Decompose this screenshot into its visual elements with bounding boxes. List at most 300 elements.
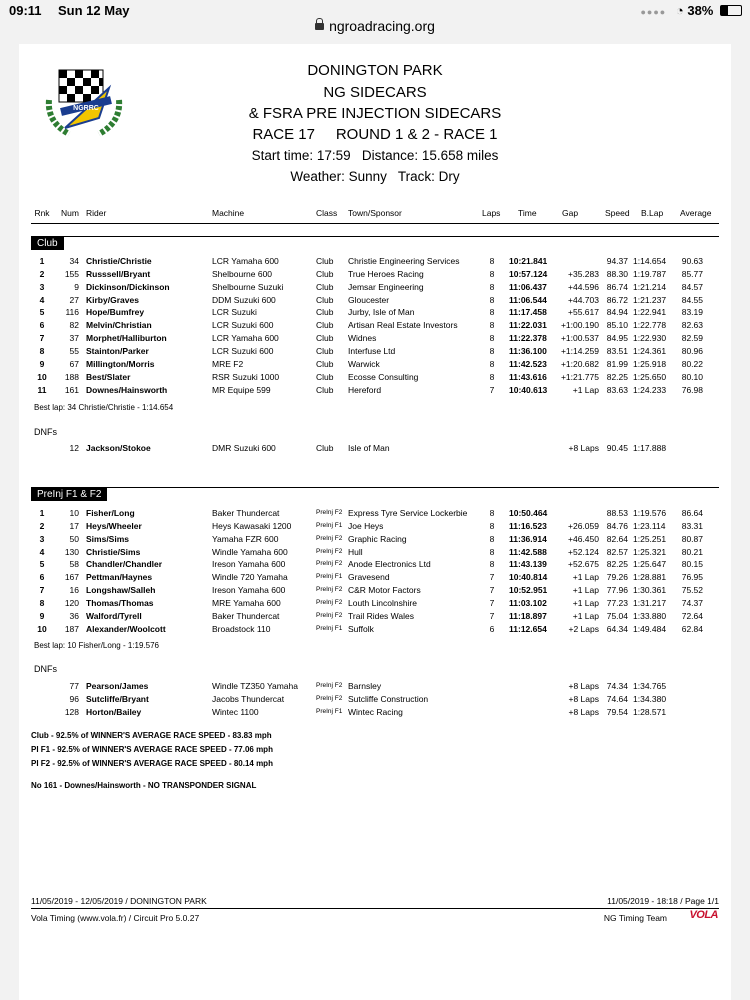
cell-gap: +1 Lap: [572, 572, 599, 583]
col-rider: Rider: [86, 208, 107, 218]
cell-laps: 8: [489, 320, 495, 331]
cell-laps: 7: [489, 572, 495, 583]
cell-laps: 7: [489, 384, 495, 395]
club-speed-note: Club - 92.5% of WINNER'S AVERAGE RACE SPEED - 83.83 mph: [31, 731, 272, 740]
cell-speed: 86.74: [606, 281, 628, 292]
cell-town: Hull: [348, 546, 363, 557]
cell-rider: Sutcliffe/Bryant: [86, 693, 149, 704]
cell-time: 10:40.814: [509, 572, 548, 583]
cell-town: Barnsley: [348, 681, 382, 691]
cell-time: 11:22.378: [509, 333, 547, 344]
logo-text: NGRRC: [73, 105, 99, 112]
cell-laps: 8: [489, 546, 495, 557]
cell-rnk: 6: [39, 572, 45, 583]
cell-num: 77: [69, 681, 79, 691]
cell-time: 11:43.139: [509, 559, 547, 570]
signal-dots-icon: ●●●●: [640, 7, 667, 17]
table-row: [19, 282, 731, 295]
cell-speed: 85.10: [606, 320, 628, 331]
club-divider: [31, 236, 719, 237]
cell-avg: 75.52: [681, 585, 703, 596]
cell-town: Wintec Racing: [348, 706, 403, 717]
cell-cls: PreInj F2: [316, 547, 343, 555]
cell-town: Suffolk: [348, 623, 374, 634]
cell-machine: LCR Yamaha 600: [212, 256, 279, 266]
cell-cls: Club: [316, 268, 334, 279]
cell-blap: 1:22.778: [633, 320, 667, 331]
cell-blap: 1:25.647: [633, 559, 667, 570]
cell-gap: +8 Laps: [568, 706, 599, 717]
cell-num: 55: [69, 345, 79, 356]
cell-gap: +44.703: [568, 294, 599, 305]
cell-num: 27: [69, 294, 79, 305]
cell-cls: PreInj F1: [316, 624, 343, 632]
cell-blap: 1:22.930: [633, 333, 667, 344]
column-headers: [19, 208, 731, 221]
cell-rnk: 4: [39, 546, 45, 557]
col-town: Town/Sponsor: [348, 208, 402, 218]
club-dnf-title: DNFs: [34, 427, 57, 437]
table-row: [19, 333, 731, 346]
cell-avg: 82.63: [681, 320, 703, 331]
cell-laps: 8: [489, 281, 495, 292]
url-text: ngroadracing.org: [329, 18, 435, 34]
cell-blap: 1:24.361: [633, 345, 667, 356]
col-num: Num: [61, 208, 79, 218]
cell-cls: Club: [316, 281, 334, 292]
cell-laps: 7: [489, 597, 495, 608]
cell-blap: 1:49.484: [633, 623, 667, 634]
cell-town: True Heroes Racing: [348, 268, 424, 279]
table-row: [19, 547, 731, 560]
cell-rnk: 10: [37, 623, 47, 634]
status-time: 09:11: [9, 3, 42, 18]
cell-rnk: 7: [39, 585, 45, 596]
table-row: [19, 359, 731, 372]
cell-blap: 1:17.888: [633, 443, 667, 453]
table-row: [19, 534, 731, 547]
cell-num: 12: [69, 443, 79, 453]
cell-machine: Shelbourne 600: [212, 268, 273, 279]
table-row: [19, 508, 731, 521]
cell-time: 10:50.464: [509, 508, 548, 518]
cell-num: 116: [65, 307, 79, 318]
cell-machine: LCR Suzuki 600: [212, 320, 274, 331]
cell-gap: +8 Laps: [568, 443, 599, 453]
cell-rider: Christie/Christie: [86, 256, 152, 266]
cell-rider: Horton/Bailey: [86, 706, 142, 717]
cell-gap: +1:14.259: [560, 345, 599, 356]
cell-rider: Chandler/Chandler: [86, 559, 163, 570]
cell-blap: 1:30.361: [633, 585, 667, 596]
cell-avg: 80.21: [681, 546, 703, 557]
cell-cls: Club: [316, 358, 334, 369]
cell-avg: 90.63: [681, 256, 703, 266]
cell-cls: PreInj F1: [316, 707, 343, 715]
cell-speed: 75.04: [606, 610, 628, 621]
cell-machine: RSR Suzuki 1000: [212, 371, 280, 382]
cell-speed: 84.95: [606, 333, 628, 344]
cell-machine: LCR Suzuki: [212, 307, 257, 318]
cell-town: Joe Heys: [348, 520, 384, 531]
cell-machine: MRE F2: [212, 358, 244, 369]
cell-town: Hereford: [348, 384, 382, 395]
cell-speed: 84.76: [606, 520, 628, 531]
cell-town: Anode Electronics Ltd: [348, 559, 431, 570]
url-bar[interactable]: [0, 18, 750, 40]
col-time: Time: [518, 208, 537, 218]
cell-town: Sutcliffe Construction: [348, 693, 429, 704]
cell-town: Gravesend: [348, 572, 390, 583]
cell-gap: +44.596: [568, 281, 599, 292]
cell-avg: 72.64: [681, 610, 703, 621]
cell-rnk: 7: [39, 333, 45, 344]
cell-blap: 1:25.321: [633, 546, 667, 557]
cell-rnk: 8: [39, 345, 45, 356]
cell-rider: Russsell/Bryant: [86, 268, 151, 279]
cell-speed: 64.34: [606, 623, 628, 634]
cell-num: 167: [64, 572, 79, 583]
section-preinj-label: PreInj F1 & F2: [31, 487, 107, 501]
cell-blap: 1:28.881: [633, 572, 667, 583]
cell-blap: 1:21.214: [633, 281, 667, 292]
cell-time: 11:06.437: [509, 281, 547, 292]
cell-rider: Fisher/Long: [86, 508, 135, 518]
preinj-best-lap: Best lap: 10 Fisher/Long - 1:19.576: [34, 641, 159, 650]
lock-icon: [315, 23, 324, 30]
status-date: Sun 12 May: [58, 3, 130, 18]
cell-speed: 83.63: [606, 384, 628, 395]
header-start-distance: Start time: 17:59 Distance: 15.658 miles: [251, 148, 499, 163]
cell-cls: Club: [316, 294, 334, 305]
cell-num: 128: [64, 706, 79, 717]
cell-laps: 7: [489, 585, 495, 596]
cell-laps: 8: [489, 268, 495, 279]
cell-town: Isle of Man: [348, 443, 390, 453]
cell-gap: +1 Lap: [572, 585, 599, 596]
cell-town: Jemsar Engineering: [348, 281, 424, 292]
cell-cls: PreInj F1: [316, 521, 343, 529]
cell-rnk: 9: [39, 610, 45, 621]
cell-gap: +1:00.190: [560, 320, 599, 331]
table-row: [19, 307, 731, 320]
cell-avg: 74.37: [681, 597, 703, 608]
section-club-label: Club: [31, 236, 64, 250]
table-row: [19, 346, 731, 359]
wifi-icon: ◔: [675, 3, 684, 18]
cell-speed: 83.51: [606, 345, 628, 356]
cell-rider: Hope/Bumfrey: [86, 307, 145, 318]
cell-machine: Yamaha FZR 600: [212, 533, 279, 544]
footer-print-info: 11/05/2019 - 18:18 / Page 1/1: [607, 896, 719, 906]
cell-rnk: 1: [39, 256, 45, 266]
cell-blap: 1:33.880: [633, 610, 667, 621]
table-row: [19, 681, 731, 694]
cell-rider: Sims/Sims: [86, 533, 129, 544]
cell-speed: 88.30: [606, 268, 628, 279]
cell-avg: 84.57: [681, 281, 703, 292]
table-row: [19, 694, 731, 707]
cell-speed: 77.23: [606, 597, 628, 608]
cell-laps: 8: [489, 371, 495, 382]
status-right: [640, 3, 742, 18]
cell-speed: 79.26: [606, 572, 628, 583]
cell-avg: 80.22: [681, 358, 703, 369]
cell-blap: 1:25.251: [633, 533, 667, 544]
cell-blap: 1:19.576: [633, 508, 667, 518]
col-avg: Average: [680, 208, 712, 218]
cell-time: 11:36.100: [509, 345, 547, 356]
cell-machine: Wintec 1100: [212, 706, 259, 717]
cell-gap: +2 Laps: [568, 623, 599, 634]
cell-rider: Dickinson/Dickinson: [86, 281, 170, 292]
table-row: [19, 585, 731, 598]
cell-town: Interfuse Ltd: [348, 345, 396, 356]
cell-blap: 1:14.654: [633, 256, 667, 266]
cell-town: Gloucester: [348, 294, 390, 305]
cell-rnk: 9: [39, 358, 45, 369]
cell-num: 130: [64, 546, 79, 557]
club-best-lap: Best lap: 34 Christie/Christie - 1:14.654: [34, 403, 174, 412]
header-venue: DONINGTON PARK: [307, 62, 443, 79]
cell-rnk: 1: [39, 508, 45, 518]
table-row: [19, 521, 731, 534]
cell-rider: Morphet/Halliburton: [86, 333, 167, 344]
cell-machine: Windle Yamaha 600: [212, 546, 288, 557]
cell-avg: 80.15: [681, 559, 703, 570]
cell-speed: 74.34: [606, 681, 628, 691]
cell-town: Jurby, Isle of Man: [348, 307, 415, 318]
table-row: [19, 385, 731, 398]
cell-cls: Club: [316, 256, 334, 266]
cell-cls: PreInj F2: [316, 682, 343, 689]
col-laps: Laps: [482, 208, 501, 218]
cell-laps: 8: [489, 307, 495, 318]
header-divider: [31, 223, 719, 224]
col-class: Class: [316, 208, 338, 218]
cell-gap: +8 Laps: [568, 681, 599, 691]
cell-time: 11:06.544: [509, 294, 547, 305]
cell-num: 188: [64, 371, 79, 382]
cell-speed: 82.25: [606, 559, 628, 570]
cell-rider: Alexander/Woolcott: [86, 623, 166, 634]
cell-num: 161: [64, 384, 79, 395]
cell-blap: 1:25.650: [633, 371, 667, 382]
cell-cls: PreInj F2: [316, 598, 343, 606]
cell-machine: Baker Thundercat: [212, 610, 280, 621]
cell-rider: Christie/Sims: [86, 546, 141, 557]
footer-software: Vola Timing (www.vola.fr) / Circuit Pro 5.0.27: [31, 913, 200, 923]
preinj-dnf-title: DNFs: [34, 664, 57, 674]
transponder-note: No 161 - Downes/Hainsworth - NO TRANSPONDER SIGNAL: [31, 781, 257, 790]
cell-rider: Pettman/Haynes: [86, 572, 153, 583]
cell-cls: PreInj F2: [316, 611, 343, 619]
cell-cls: Club: [316, 333, 334, 344]
cell-laps: 8: [489, 294, 495, 305]
table-row: [19, 707, 731, 720]
pi-f2-speed-note: PI F2 - 92.5% of WINNER'S AVERAGE RACE SPEED - 80.14 mph: [31, 759, 273, 768]
cell-avg: 76.98: [681, 384, 703, 395]
cell-cls: PreInj F2: [316, 534, 343, 542]
cell-rnk: 11: [37, 384, 47, 395]
table-row: [19, 295, 731, 308]
pi-f1-speed-note: PI F1 - 92.5% of WINNER'S AVERAGE RACE SPEED - 77.06 mph: [31, 745, 273, 754]
cell-time: 11:12.654: [509, 623, 547, 634]
cell-time: 11:03.102: [509, 597, 547, 608]
cell-rnk: 8: [39, 597, 45, 608]
cell-blap: 1:25.918: [633, 358, 667, 369]
cell-rider: Kirby/Graves: [86, 294, 139, 305]
cell-num: 17: [69, 520, 79, 531]
cell-gap: +1 Lap: [572, 384, 599, 395]
cell-avg: 62.84: [681, 623, 703, 634]
battery-percent: 38%: [687, 3, 714, 18]
cell-time: 10:57.124: [509, 268, 548, 279]
cell-rnk: 5: [39, 559, 45, 570]
cell-rnk: 3: [39, 281, 45, 292]
cell-num: 36: [69, 610, 79, 621]
cell-avg: 76.95: [681, 572, 703, 583]
cell-laps: 8: [489, 358, 495, 369]
cell-town: C&R Motor Factors: [348, 585, 421, 596]
cell-rider: Jackson/Stokoe: [86, 443, 151, 453]
cell-rnk: 6: [39, 320, 45, 331]
col-gap: Gap: [562, 208, 579, 218]
cell-num: 50: [69, 533, 79, 544]
table-row: [19, 443, 731, 456]
cell-speed: 94.37: [606, 256, 628, 266]
cell-rider: Walford/Tyrell: [86, 610, 142, 621]
cell-speed: 82.64: [606, 533, 628, 544]
cell-avg: 83.31: [681, 520, 703, 531]
footer-divider: [31, 908, 719, 909]
cell-speed: 88.53: [606, 508, 628, 518]
cell-cls: Club: [316, 384, 334, 395]
cell-avg: 86.64: [681, 508, 703, 518]
cell-laps: 7: [489, 610, 495, 621]
cell-town: Widnes: [348, 333, 377, 344]
cell-rnk: 2: [39, 520, 45, 531]
cell-cls: PreInj F2: [316, 560, 343, 568]
cell-num: 9: [74, 281, 79, 292]
cell-laps: 6: [489, 623, 495, 634]
cell-rnk: 2: [39, 268, 45, 279]
header-series-2: & FSRA PRE INJECTION SIDECARS: [248, 105, 502, 122]
cell-speed: 82.57: [606, 546, 628, 557]
table-row: [19, 624, 731, 637]
table-row: [19, 559, 731, 572]
cell-rider: Heys/Wheeler: [86, 520, 142, 531]
cell-machine: LCR Yamaha 600: [212, 333, 279, 344]
cell-gap: +1:21.775: [560, 371, 599, 382]
cell-rnk: 4: [39, 294, 45, 305]
cell-gap: +46.450: [568, 533, 599, 544]
cell-time: 11:36.914: [509, 533, 547, 544]
cell-town: Trail Rides Wales: [348, 610, 414, 621]
vola-logo: VOLA: [689, 909, 718, 921]
table-row: [19, 572, 731, 585]
cell-blap: 1:31.217: [633, 597, 667, 608]
cell-rider: Best/Slater: [86, 371, 131, 382]
cell-rider: Pearson/James: [86, 681, 149, 691]
cell-blap: 1:34.765: [633, 681, 667, 691]
cell-machine: Jacobs Thundercat: [212, 693, 285, 704]
cell-cls: PreInj F2: [316, 509, 343, 516]
cell-rider: Thomas/Thomas: [86, 597, 154, 608]
cell-time: 11:42.523: [509, 358, 547, 369]
cell-gap: +55.617: [568, 307, 599, 318]
cell-gap: +35.283: [568, 268, 599, 279]
cell-rnk: 3: [39, 533, 45, 544]
cell-avg: 84.55: [681, 294, 703, 305]
table-row: [19, 320, 731, 333]
cell-town: Express Tyre Service Lockerbie: [348, 508, 468, 518]
cell-machine: Windle 720 Yamaha: [212, 572, 288, 583]
cell-num: 58: [69, 559, 79, 570]
cell-blap: 1:28.571: [633, 706, 667, 717]
cell-gap: +1 Lap: [572, 597, 599, 608]
cell-town: Warwick: [348, 358, 380, 369]
cell-num: 82: [69, 320, 79, 331]
header-weather-track: Weather: Sunny Track: Dry: [290, 169, 460, 184]
cell-machine: DMR Suzuki 600: [212, 443, 276, 453]
cell-cls: Club: [316, 443, 334, 453]
cell-num: 10: [69, 508, 79, 518]
table-row: [19, 269, 731, 282]
cell-machine: MR Equipe 599: [212, 384, 271, 395]
cell-cls: Club: [316, 320, 334, 331]
cell-time: 11:42.588: [509, 546, 547, 557]
cell-blap: 1:34.380: [633, 693, 667, 704]
cell-rider: Melvin/Christian: [86, 320, 152, 331]
cell-town: Louth Lincolnshire: [348, 597, 417, 608]
cell-speed: 84.94: [606, 307, 628, 318]
cell-laps: 8: [489, 508, 495, 518]
col-rnk: Rnk: [34, 208, 50, 218]
cell-avg: 85.77: [681, 268, 703, 279]
cell-avg: 80.96: [681, 345, 703, 356]
cell-gap: +8 Laps: [568, 693, 599, 704]
cell-gap: +26.059: [568, 520, 599, 531]
cell-time: 11:16.523: [509, 520, 547, 531]
cell-avg: 80.87: [681, 533, 703, 544]
cell-time: 11:17.458: [509, 307, 547, 318]
cell-machine: Heys Kawasaki 1200: [212, 520, 292, 531]
table-row: [19, 598, 731, 611]
cell-cls: Club: [316, 307, 334, 318]
cell-machine: Baker Thundercat: [212, 508, 280, 518]
cell-town: Ecosse Consulting: [348, 371, 419, 382]
col-speed: Speed: [605, 208, 630, 218]
cell-laps: 8: [489, 256, 495, 266]
cell-machine: Windle TZ350 Yamaha: [212, 681, 298, 691]
cell-num: 96: [69, 693, 79, 704]
cell-rider: Stainton/Parker: [86, 345, 149, 356]
battery-icon: [720, 5, 742, 16]
cell-speed: 79.54: [606, 706, 628, 717]
cell-cls: PreInj F2: [316, 694, 343, 702]
cell-cls: Club: [316, 371, 334, 382]
cell-cls: PreInj F2: [316, 586, 343, 594]
col-blap: B.Lap: [641, 208, 664, 218]
cell-machine: MRE Yamaha 600: [212, 597, 281, 608]
cell-laps: 8: [489, 345, 495, 356]
footer-event-dates: 11/05/2019 - 12/05/2019 / DONINGTON PARK: [31, 896, 207, 906]
cell-machine: DDM Suzuki 600: [212, 294, 276, 305]
cell-rider: Downes/Hainsworth: [86, 384, 168, 395]
col-machine: Machine: [212, 208, 245, 218]
table-row: [19, 611, 731, 624]
